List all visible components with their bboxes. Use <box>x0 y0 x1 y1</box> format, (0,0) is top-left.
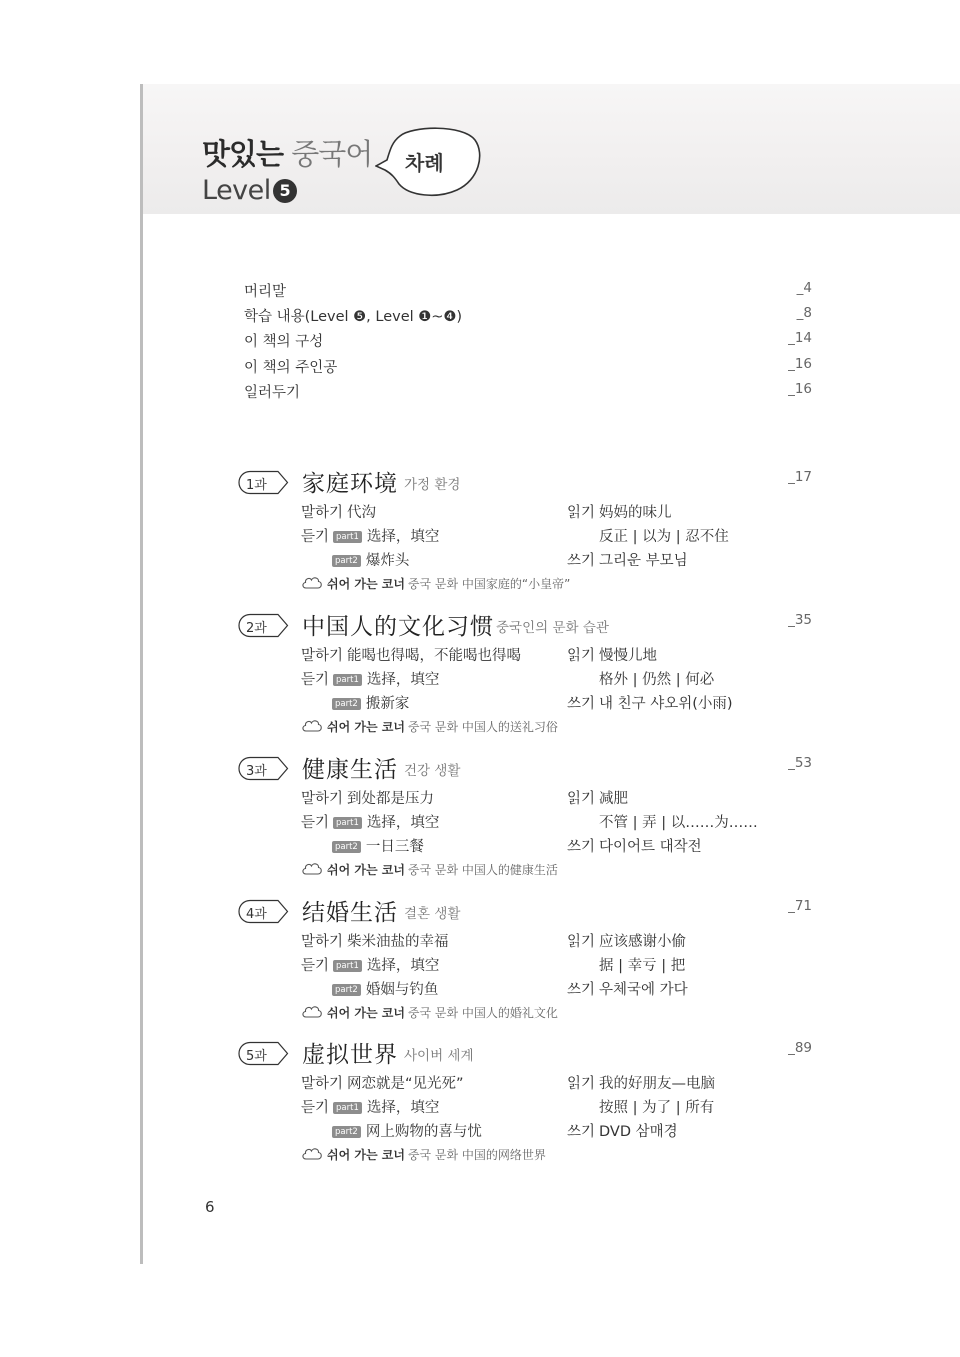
lesson-title-chinese: 健康生活 <box>302 757 398 783</box>
toc-entry-label: 이 책의 구성 <box>244 334 324 351</box>
book-title <box>202 132 372 173</box>
writing-item <box>567 835 702 856</box>
lesson-title-korean: 결혼 생활 <box>404 906 461 922</box>
speaking-item <box>301 930 449 951</box>
toc-entry-label: 머리말 <box>244 284 287 300</box>
lesson-block[interactable] <box>238 467 812 591</box>
listening-label: 듣기 <box>301 1100 330 1116</box>
brand-light: 중국어 <box>291 137 373 171</box>
lesson-number: 2과 <box>246 621 267 636</box>
listening-part2-item <box>332 835 424 856</box>
culture-corner-label: 쉬어 가는 코너 <box>327 577 405 591</box>
reading-text: 慢慢儿地 <box>599 648 658 664</box>
lesson-header <box>238 896 812 928</box>
listening-part2-item <box>332 1120 482 1141</box>
lesson-block[interactable] <box>238 896 812 1020</box>
reading-label: 읽기 <box>567 791 596 807</box>
culture-corner-text: 중국 문화 中国的网络世界 <box>407 1148 546 1162</box>
toc-entry[interactable] <box>244 330 812 355</box>
part2-tag: part2 <box>332 841 361 853</box>
listening-part2-text: 爆炸头 <box>365 553 410 569</box>
reading-item <box>567 1072 715 1093</box>
writing-label: 쓰기 <box>567 1124 596 1140</box>
cloud-icon <box>301 1005 323 1019</box>
lesson-title-korean: 중국인의 문화 습관 <box>496 620 609 636</box>
front-matter-list <box>244 280 812 406</box>
lesson-title-chinese: 家庭环境 <box>302 471 398 497</box>
lesson-page: _35 <box>788 612 812 628</box>
writing-label: 쓰기 <box>567 553 596 569</box>
culture-corner <box>301 1146 546 1163</box>
lesson-header <box>238 467 812 499</box>
culture-corner-label: 쉬어 가는 코너 <box>327 1006 405 1020</box>
lesson-number: 4과 <box>246 907 267 922</box>
speaking-item <box>301 501 376 522</box>
culture-corner-label: 쉬어 가는 코너 <box>327 720 405 734</box>
lesson-number: 3과 <box>246 764 267 779</box>
lesson-page: _71 <box>788 898 812 914</box>
lesson-page: _53 <box>788 755 812 771</box>
reading-label: 읽기 <box>567 505 596 521</box>
writing-text: 다이어트 대작전 <box>599 839 702 855</box>
reading-label: 읽기 <box>567 934 596 950</box>
writing-item <box>567 692 733 713</box>
listening-part1-text: 选择，填空 <box>366 1100 440 1116</box>
grammar-points: 据 | 幸亏 | 把 <box>599 958 686 974</box>
listening-part1-item <box>301 811 439 832</box>
reading-item <box>567 787 628 808</box>
level-number-badge: 5 <box>273 179 297 203</box>
grammar-points: 不管 | 弄 | 以……为…… <box>599 815 758 831</box>
toc-entry-page: _4 <box>796 280 812 296</box>
lesson-title-chinese: 中国人的文化习惯 <box>302 614 494 640</box>
toc-entry-page: _16 <box>788 380 812 397</box>
speaking-label: 말하기 <box>301 934 344 950</box>
part1-tag: part1 <box>333 674 362 686</box>
lesson-number-badge <box>238 613 289 638</box>
cloud-icon <box>301 719 323 733</box>
part2-tag: part2 <box>332 1126 361 1138</box>
cloud-icon <box>301 1147 323 1161</box>
listening-part1-item <box>301 954 439 975</box>
book-brand <box>202 132 372 206</box>
lesson-page: _89 <box>788 1040 812 1056</box>
listening-label: 듣기 <box>301 815 330 831</box>
level-word: Level <box>202 175 271 206</box>
part1-tag: part1 <box>333 960 362 972</box>
writing-text: 우체국에 가다 <box>599 982 688 998</box>
reading-item <box>567 930 686 951</box>
culture-corner-text: 중국 문화 中国人的健康生活 <box>407 863 558 877</box>
lesson-header <box>238 1038 812 1070</box>
speaking-label: 말하기 <box>301 505 344 521</box>
lesson-number-badge <box>238 756 289 781</box>
listening-part1-item <box>301 525 439 546</box>
listening-part2-text: 网上购物的喜与忧 <box>365 1124 482 1140</box>
culture-corner <box>301 718 558 735</box>
contents-title: 차례 <box>405 151 444 175</box>
listening-part1-text: 选择，填空 <box>366 672 440 688</box>
culture-corner-label: 쉬어 가는 코너 <box>327 1148 405 1162</box>
toc-entry-label: 일러두기 <box>244 384 301 401</box>
lesson-block[interactable] <box>238 610 812 734</box>
listening-part2-text: 婚姻与钓鱼 <box>365 982 439 998</box>
lesson-title-korean: 사이버 세계 <box>404 1048 474 1064</box>
reading-label: 읽기 <box>567 1076 596 1092</box>
toc-entry-label: 학습 내용(Level ❺, Level ❶~❹) <box>244 309 463 326</box>
toc-entry[interactable] <box>244 280 812 305</box>
lesson-title-chinese: 结婚生活 <box>302 900 398 926</box>
lesson-block[interactable] <box>238 753 812 877</box>
part1-tag: part1 <box>333 1102 362 1114</box>
speaking-text: 到处都是压力 <box>347 791 435 807</box>
writing-label: 쓰기 <box>567 839 596 855</box>
grammar-points: 格外 | 仍然 | 何必 <box>599 672 715 688</box>
part2-tag: part2 <box>332 555 361 567</box>
culture-corner-text: 중국 문화 中国人的婚礼文化 <box>407 1006 558 1020</box>
lesson-title-korean: 건강 생활 <box>404 763 461 779</box>
culture-corner-label: 쉬어 가는 코너 <box>327 863 405 877</box>
part1-tag: part1 <box>333 817 362 829</box>
listening-part2-item <box>332 549 409 570</box>
reading-label: 읽기 <box>567 648 596 664</box>
lesson-block[interactable] <box>238 1038 812 1162</box>
writing-item <box>567 978 688 999</box>
contents-speech-bubble <box>375 122 485 200</box>
writing-text: DVD 삼매경 <box>599 1124 678 1140</box>
listening-part2-text: 搬新家 <box>365 696 410 712</box>
speaking-label: 말하기 <box>301 791 344 807</box>
writing-item <box>567 1120 678 1141</box>
culture-corner <box>301 575 570 592</box>
writing-item <box>567 549 688 570</box>
lesson-page: _17 <box>788 469 812 485</box>
listening-label: 듣기 <box>301 529 330 545</box>
culture-corner <box>301 861 558 878</box>
toc-entry[interactable] <box>244 356 812 381</box>
lesson-number: 1과 <box>246 478 267 493</box>
listening-part1-text: 选择，填空 <box>366 815 440 831</box>
listening-part2-item <box>332 692 409 713</box>
cloud-icon <box>301 576 323 590</box>
writing-text: 그리운 부모님 <box>599 553 688 569</box>
listening-part1-item <box>301 1096 439 1117</box>
culture-corner-text: 중국 문화 中国家庭的“小皇帝” <box>407 577 571 591</box>
lesson-number-badge <box>238 1041 289 1066</box>
listening-part1-item <box>301 668 439 689</box>
reading-text: 妈妈的味儿 <box>599 505 672 521</box>
speaking-label: 말하기 <box>301 648 344 664</box>
reading-item <box>567 644 657 665</box>
listening-label: 듣기 <box>301 672 330 688</box>
culture-corner-text: 중국 문화 中国人的送礼习俗 <box>407 720 558 734</box>
page-number: 6 <box>205 1198 215 1216</box>
toc-entry-page: _8 <box>796 305 812 322</box>
culture-corner <box>301 1004 558 1021</box>
lesson-number-badge <box>238 899 289 924</box>
listening-part2-text: 一日三餐 <box>365 839 424 855</box>
toc-entry[interactable] <box>244 305 812 330</box>
grammar-points: 按照 | 为了 | 所有 <box>599 1100 715 1116</box>
part1-tag: part1 <box>333 531 362 543</box>
listening-part2-item <box>332 978 438 999</box>
writing-label: 쓰기 <box>567 982 596 998</box>
writing-text: 내 친구 샤오위(小雨) <box>599 696 733 712</box>
listening-part1-text: 选择，填空 <box>366 958 440 974</box>
cloud-icon <box>301 862 323 876</box>
lesson-title-korean: 가정 환경 <box>404 477 461 493</box>
listening-part1-text: 选择，填空 <box>366 529 440 545</box>
reading-text: 应该感谢小偷 <box>599 934 687 950</box>
speaking-text: 柴米油盐的幸福 <box>347 934 449 950</box>
toc-entry-page: _16 <box>788 355 812 372</box>
speaking-label: 말하기 <box>301 1076 344 1092</box>
part2-tag: part2 <box>332 984 361 996</box>
brand-bold: 맛있는 <box>202 137 284 171</box>
reading-text: 减肥 <box>599 791 629 807</box>
speaking-text: 代沟 <box>347 505 377 521</box>
speaking-text: 能喝也得喝，不能喝也得喝 <box>347 648 522 664</box>
speaking-item <box>301 1072 464 1093</box>
reading-text: 我的好朋友—电脑 <box>599 1076 716 1092</box>
speaking-item <box>301 644 521 665</box>
lesson-header <box>238 753 812 785</box>
book-level <box>202 175 372 206</box>
writing-label: 쓰기 <box>567 696 596 712</box>
listening-label: 듣기 <box>301 958 330 974</box>
reading-item <box>567 501 672 522</box>
lesson-number: 5과 <box>246 1049 267 1064</box>
page-spine-line <box>140 84 143 1264</box>
lesson-number-badge <box>238 470 289 495</box>
part2-tag: part2 <box>332 698 361 710</box>
toc-entry-label: 이 책의 주인공 <box>244 359 338 376</box>
toc-entry[interactable] <box>244 381 812 406</box>
grammar-points: 反正 | 以为 | 忍不住 <box>599 529 729 545</box>
lesson-header <box>238 610 812 642</box>
speaking-text: 网恋就是“见光死” <box>347 1076 464 1092</box>
toc-entry-page: _14 <box>788 330 812 347</box>
speaking-item <box>301 787 434 808</box>
lesson-title-chinese: 虚拟世界 <box>302 1042 398 1068</box>
